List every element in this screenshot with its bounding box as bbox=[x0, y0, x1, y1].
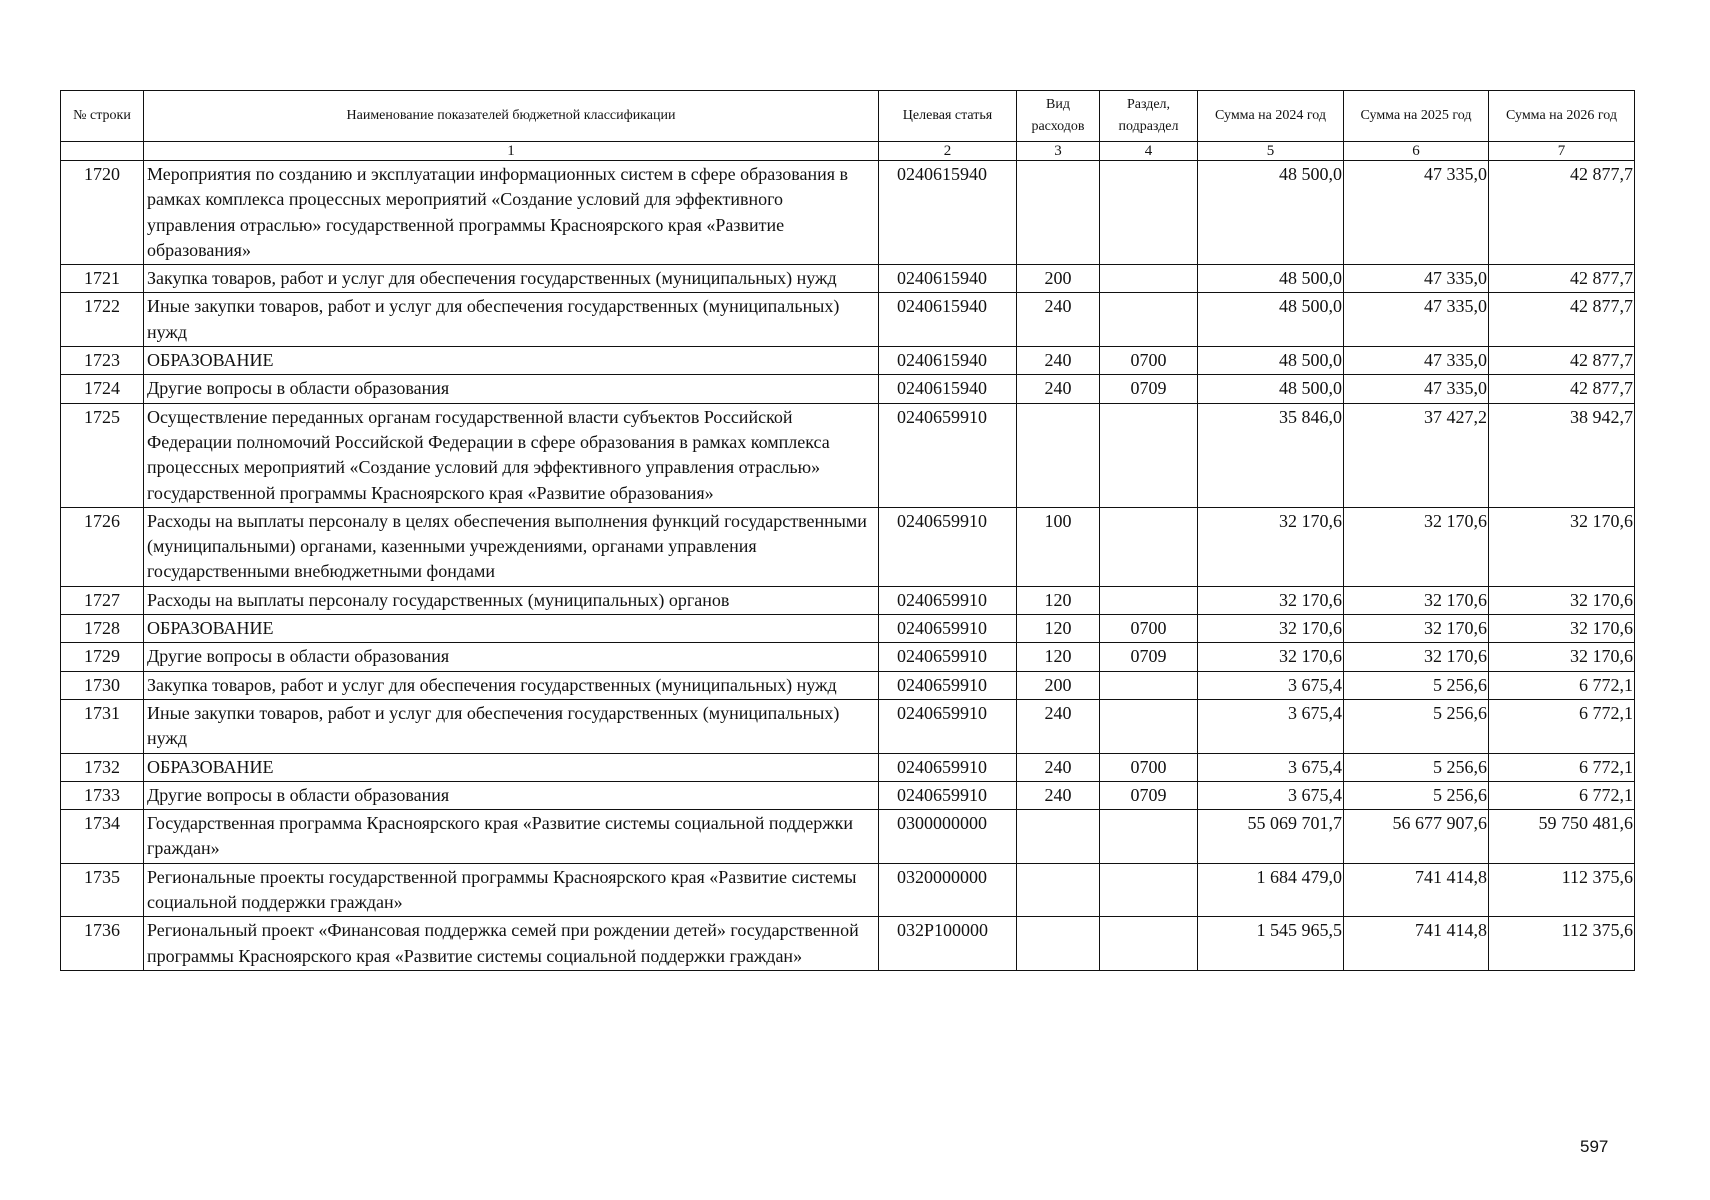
column-number: 3 bbox=[1017, 142, 1100, 161]
row-target-code: 0240615940 bbox=[879, 375, 1017, 403]
row-target-code: 0240659910 bbox=[879, 586, 1017, 614]
row-name: Государственная программа Красноярского края «Развитие системы социальной поддержки граждан» bbox=[144, 810, 879, 864]
row-target-code: 0240615940 bbox=[879, 347, 1017, 375]
table-row bbox=[61, 615, 1635, 643]
row-section bbox=[1100, 507, 1198, 586]
row-name: ОБРАЗОВАНИЕ bbox=[144, 347, 879, 375]
row-sum-2025: 56 677 907,6 bbox=[1344, 810, 1489, 864]
row-sum-2024: 3 675,4 bbox=[1198, 699, 1344, 753]
row-sum-2026: 42 877,7 bbox=[1489, 161, 1635, 265]
row-sum-2024: 48 500,0 bbox=[1198, 161, 1344, 265]
row-section bbox=[1100, 671, 1198, 699]
row-sum-2025: 32 170,6 bbox=[1344, 643, 1489, 671]
row-sum-2025: 47 335,0 bbox=[1344, 161, 1489, 265]
row-target-code: 0240615940 bbox=[879, 265, 1017, 293]
row-sum-2025: 47 335,0 bbox=[1344, 375, 1489, 403]
row-sum-2024: 1 545 965,5 bbox=[1198, 917, 1344, 971]
row-sum-2025: 741 414,8 bbox=[1344, 863, 1489, 917]
row-sum-2026: 32 170,6 bbox=[1489, 507, 1635, 586]
row-sum-2024: 32 170,6 bbox=[1198, 643, 1344, 671]
row-target-code: 032P100000 bbox=[879, 917, 1017, 971]
row-sum-2026: 6 772,1 bbox=[1489, 671, 1635, 699]
row-number: 1730 bbox=[61, 671, 144, 699]
row-name: ОБРАЗОВАНИЕ bbox=[144, 753, 879, 781]
row-sum-2025: 5 256,6 bbox=[1344, 781, 1489, 809]
row-name: Региональный проект «Финансовая поддержка семей при рождении детей» государственной программы Красноярского края «Развитие системы социальной поддержки граждан» bbox=[144, 917, 879, 971]
row-sum-2026: 42 877,7 bbox=[1489, 347, 1635, 375]
row-number: 1722 bbox=[61, 293, 144, 347]
table-row bbox=[61, 293, 1635, 347]
row-name: Осуществление переданных органам государственной власти субъектов Российской Федерации полномочий Российской Федерации в сфере образования в рамках комплекса процессных мероприятий «Создание условий для эффективного управления отраслью» государственной программы Красноярского края «Развитие образования» bbox=[144, 403, 879, 507]
row-target-code: 0240659910 bbox=[879, 671, 1017, 699]
budget-table bbox=[60, 90, 1635, 971]
row-sum-2024: 48 500,0 bbox=[1198, 293, 1344, 347]
row-number: 1727 bbox=[61, 586, 144, 614]
row-sum-2024: 32 170,6 bbox=[1198, 615, 1344, 643]
column-number: 6 bbox=[1344, 142, 1489, 161]
table-row bbox=[61, 810, 1635, 864]
row-target-code: 0240615940 bbox=[879, 293, 1017, 347]
row-expense-type bbox=[1017, 863, 1100, 917]
row-name: Мероприятия по созданию и эксплуатации информационных систем в сфере образования в рамках комплекса процессных мероприятий «Создание условий для эффективного управления отраслью» государственной программы Красноярского края «Развитие образования» bbox=[144, 161, 879, 265]
table-row bbox=[61, 347, 1635, 375]
table-row bbox=[61, 863, 1635, 917]
row-expense-type: 120 bbox=[1017, 586, 1100, 614]
row-name: Иные закупки товаров, работ и услуг для обеспечения государственных (муниципальных) нужд bbox=[144, 699, 879, 753]
column-number: 2 bbox=[879, 142, 1017, 161]
row-sum-2025: 5 256,6 bbox=[1344, 671, 1489, 699]
row-sum-2026: 6 772,1 bbox=[1489, 699, 1635, 753]
table-row bbox=[61, 643, 1635, 671]
row-sum-2024: 3 675,4 bbox=[1198, 753, 1344, 781]
row-sum-2025: 32 170,6 bbox=[1344, 615, 1489, 643]
row-name: Расходы на выплаты персоналу государственных (муниципальных) органов bbox=[144, 586, 879, 614]
row-number: 1735 bbox=[61, 863, 144, 917]
row-number: 1728 bbox=[61, 615, 144, 643]
table-row bbox=[61, 753, 1635, 781]
row-expense-type: 120 bbox=[1017, 615, 1100, 643]
row-number: 1723 bbox=[61, 347, 144, 375]
row-target-code: 0240659910 bbox=[879, 507, 1017, 586]
row-number: 1724 bbox=[61, 375, 144, 403]
header-sum-2026: Сумма на 2026 год bbox=[1489, 91, 1635, 142]
row-section bbox=[1100, 917, 1198, 971]
row-number: 1732 bbox=[61, 753, 144, 781]
row-sum-2024: 55 069 701,7 bbox=[1198, 810, 1344, 864]
row-sum-2025: 37 427,2 bbox=[1344, 403, 1489, 507]
column-number: 5 bbox=[1198, 142, 1344, 161]
table-row bbox=[61, 507, 1635, 586]
row-section bbox=[1100, 586, 1198, 614]
row-expense-type: 240 bbox=[1017, 375, 1100, 403]
row-section: 0709 bbox=[1100, 375, 1198, 403]
row-expense-type: 240 bbox=[1017, 347, 1100, 375]
row-expense-type bbox=[1017, 161, 1100, 265]
table-row bbox=[61, 699, 1635, 753]
row-sum-2025: 32 170,6 bbox=[1344, 507, 1489, 586]
row-name: Другие вопросы в области образования bbox=[144, 643, 879, 671]
row-sum-2024: 48 500,0 bbox=[1198, 375, 1344, 403]
row-sum-2026: 32 170,6 bbox=[1489, 643, 1635, 671]
row-name: Другие вопросы в области образования bbox=[144, 375, 879, 403]
row-number: 1734 bbox=[61, 810, 144, 864]
row-sum-2026: 59 750 481,6 bbox=[1489, 810, 1635, 864]
row-section: 0700 bbox=[1100, 753, 1198, 781]
row-section: 0700 bbox=[1100, 347, 1198, 375]
table-row bbox=[61, 265, 1635, 293]
header-vid: Вид расходов bbox=[1017, 91, 1100, 142]
row-number: 1720 bbox=[61, 161, 144, 265]
table-body bbox=[61, 161, 1635, 971]
row-expense-type: 100 bbox=[1017, 507, 1100, 586]
row-target-code: 0240659910 bbox=[879, 699, 1017, 753]
row-expense-type: 200 bbox=[1017, 265, 1100, 293]
row-sum-2026: 42 877,7 bbox=[1489, 293, 1635, 347]
row-sum-2026: 32 170,6 bbox=[1489, 615, 1635, 643]
row-sum-2025: 741 414,8 bbox=[1344, 917, 1489, 971]
row-number: 1729 bbox=[61, 643, 144, 671]
row-target-code: 0240615940 bbox=[879, 161, 1017, 265]
row-section: 0709 bbox=[1100, 643, 1198, 671]
row-section bbox=[1100, 699, 1198, 753]
row-number: 1725 bbox=[61, 403, 144, 507]
row-sum-2025: 5 256,6 bbox=[1344, 699, 1489, 753]
row-target-code: 0240659910 bbox=[879, 753, 1017, 781]
row-sum-2025: 47 335,0 bbox=[1344, 265, 1489, 293]
row-sum-2024: 1 684 479,0 bbox=[1198, 863, 1344, 917]
row-sum-2024: 32 170,6 bbox=[1198, 586, 1344, 614]
row-sum-2024: 48 500,0 bbox=[1198, 347, 1344, 375]
row-section bbox=[1100, 265, 1198, 293]
row-number: 1733 bbox=[61, 781, 144, 809]
row-sum-2024: 3 675,4 bbox=[1198, 671, 1344, 699]
row-section: 0709 bbox=[1100, 781, 1198, 809]
row-sum-2025: 32 170,6 bbox=[1344, 586, 1489, 614]
table-row bbox=[61, 375, 1635, 403]
row-number: 1721 bbox=[61, 265, 144, 293]
column-number: 4 bbox=[1100, 142, 1198, 161]
row-expense-type: 240 bbox=[1017, 781, 1100, 809]
row-sum-2025: 47 335,0 bbox=[1344, 347, 1489, 375]
row-name: Расходы на выплаты персоналу в целях обеспечения выполнения функций государственными (муниципальными) органами, казенными учреждениями, органами управления государственными внебюджетными фондами bbox=[144, 507, 879, 586]
row-sum-2025: 5 256,6 bbox=[1344, 753, 1489, 781]
row-expense-type: 240 bbox=[1017, 753, 1100, 781]
row-sum-2026: 32 170,6 bbox=[1489, 586, 1635, 614]
table-row bbox=[61, 161, 1635, 265]
row-name: Региональные проекты государственной программы Красноярского края «Развитие системы социальной поддержки граждан» bbox=[144, 863, 879, 917]
row-target-code: 0320000000 bbox=[879, 863, 1017, 917]
header-name: Наименование показателей бюджетной классификации bbox=[144, 91, 879, 142]
row-expense-type: 240 bbox=[1017, 293, 1100, 347]
row-name: Иные закупки товаров, работ и услуг для обеспечения государственных (муниципальных) нужд bbox=[144, 293, 879, 347]
column-number: 1 bbox=[144, 142, 879, 161]
table-row bbox=[61, 671, 1635, 699]
row-target-code: 0240659910 bbox=[879, 403, 1017, 507]
row-number: 1736 bbox=[61, 917, 144, 971]
row-sum-2026: 38 942,7 bbox=[1489, 403, 1635, 507]
row-section bbox=[1100, 403, 1198, 507]
row-target-code: 0300000000 bbox=[879, 810, 1017, 864]
row-target-code: 0240659910 bbox=[879, 781, 1017, 809]
row-sum-2024: 3 675,4 bbox=[1198, 781, 1344, 809]
row-number: 1726 bbox=[61, 507, 144, 586]
row-number: 1731 bbox=[61, 699, 144, 753]
row-section bbox=[1100, 810, 1198, 864]
row-name: ОБРАЗОВАНИЕ bbox=[144, 615, 879, 643]
row-name: Закупка товаров, работ и услуг для обеспечения государственных (муниципальных) нужд bbox=[144, 671, 879, 699]
row-expense-type bbox=[1017, 810, 1100, 864]
row-sum-2024: 35 846,0 bbox=[1198, 403, 1344, 507]
header-sum-2025: Сумма на 2025 год bbox=[1344, 91, 1489, 142]
row-section bbox=[1100, 863, 1198, 917]
row-sum-2026: 6 772,1 bbox=[1489, 781, 1635, 809]
header-sum-2024: Сумма на 2024 год bbox=[1198, 91, 1344, 142]
row-sum-2024: 32 170,6 bbox=[1198, 507, 1344, 586]
header-row-no: № строки bbox=[61, 91, 144, 142]
row-name: Закупка товаров, работ и услуг для обеспечения государственных (муниципальных) нужд bbox=[144, 265, 879, 293]
table-row bbox=[61, 917, 1635, 971]
row-sum-2026: 42 877,7 bbox=[1489, 375, 1635, 403]
row-sum-2026: 112 375,6 bbox=[1489, 863, 1635, 917]
page-number: 597 bbox=[1580, 1137, 1609, 1156]
row-name: Другие вопросы в области образования bbox=[144, 781, 879, 809]
row-sum-2026: 42 877,7 bbox=[1489, 265, 1635, 293]
header-row bbox=[61, 91, 1635, 142]
row-sum-2026: 112 375,6 bbox=[1489, 917, 1635, 971]
table-row bbox=[61, 586, 1635, 614]
row-section bbox=[1100, 293, 1198, 347]
column-numbers-row bbox=[61, 142, 1635, 161]
header-target: Целевая статья bbox=[879, 91, 1017, 142]
row-sum-2024: 48 500,0 bbox=[1198, 265, 1344, 293]
row-target-code: 0240659910 bbox=[879, 643, 1017, 671]
table-row bbox=[61, 781, 1635, 809]
row-expense-type: 120 bbox=[1017, 643, 1100, 671]
header-razdel: Раздел, подраздел bbox=[1100, 91, 1198, 142]
row-sum-2025: 47 335,0 bbox=[1344, 293, 1489, 347]
column-number: 7 bbox=[1489, 142, 1635, 161]
row-target-code: 0240659910 bbox=[879, 615, 1017, 643]
row-section: 0700 bbox=[1100, 615, 1198, 643]
row-expense-type bbox=[1017, 403, 1100, 507]
row-expense-type: 200 bbox=[1017, 671, 1100, 699]
row-section bbox=[1100, 161, 1198, 265]
table-row bbox=[61, 403, 1635, 507]
row-sum-2026: 6 772,1 bbox=[1489, 753, 1635, 781]
row-expense-type: 240 bbox=[1017, 699, 1100, 753]
row-expense-type bbox=[1017, 917, 1100, 971]
column-number bbox=[61, 142, 144, 161]
